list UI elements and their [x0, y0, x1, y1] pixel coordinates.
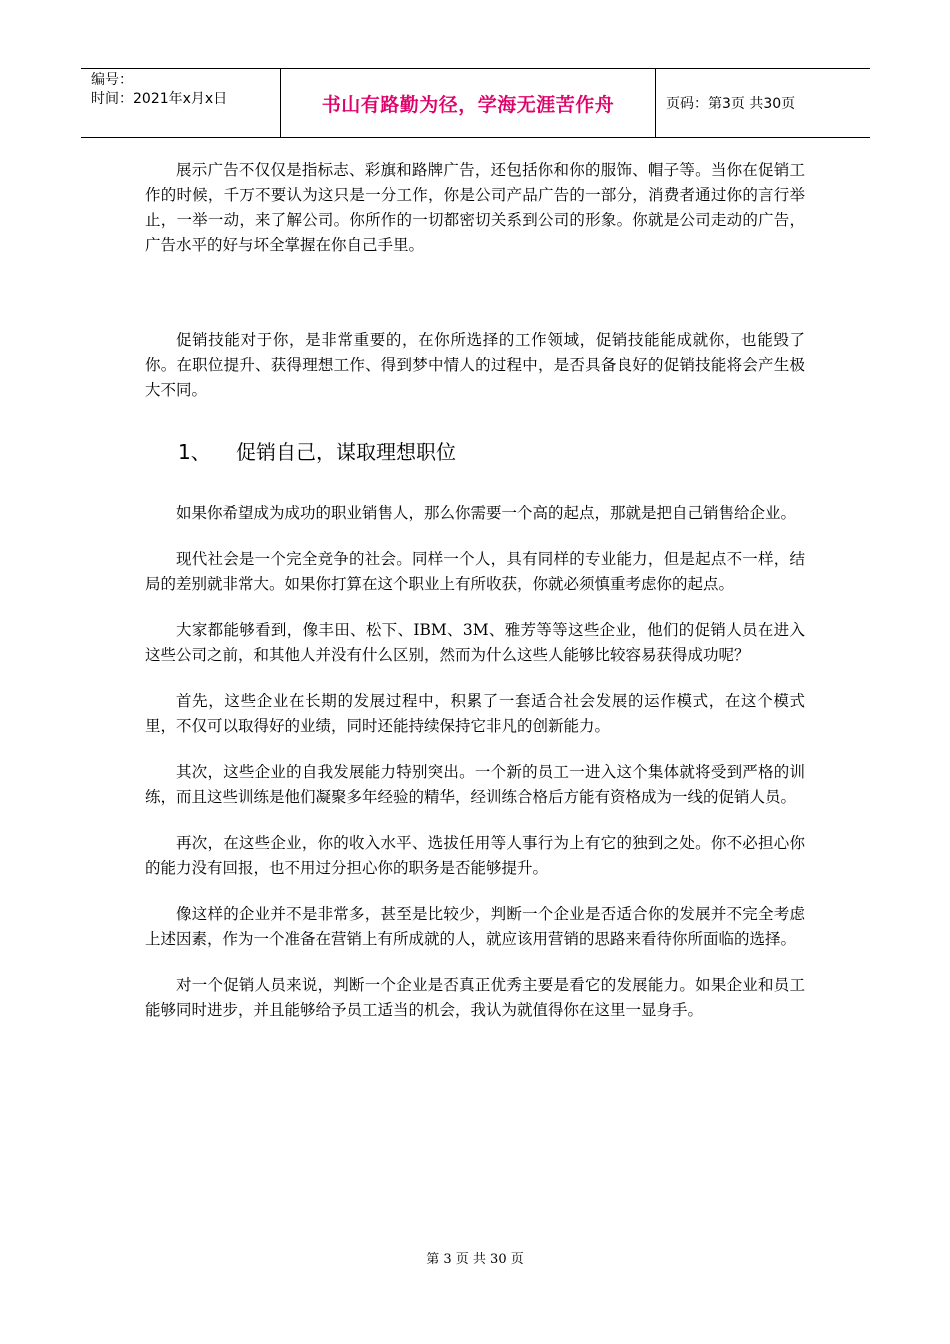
paragraph: 现代社会是一个完全竞争的社会。同样一个人，具有同样的专业能力，但是起点不一样，结局的差别就非常大。如果你打算在这个职业上有所收获，你就必须慎重考虑你的起点。 — [145, 550, 805, 593]
paragraph: 促销技能对于你，是非常重要的，在你所选择的工作领域，促销技能能成就你，也能毁了你。在职位提升、获得理想工作、得到梦中情人的过程中，是否具备良好的促销技能将会产生极大不同。 — [145, 331, 805, 399]
paragraph: 如果你希望成为成功的职业销售人，那么你需要一个高的起点，那就是把自己销售给企业。 — [176, 504, 797, 522]
paragraph: 像这样的企业并不是非常多，甚至是比较少，判断一个企业是否适合你的发展并不完全考虑上述因素，作为一个准备在营销上有所成就的人，就应该用营销的思路来看待你所面临的选择。 — [145, 905, 805, 948]
header-motto: 书山有路勤为径，学海无涯苦作舟 — [281, 69, 656, 137]
document-number-label: 编号： — [91, 72, 133, 88]
paragraph: 展示广告不仅仅是指标志、彩旗和路牌广告，还包括你和你的服饰、帽子等。当你在促销工作的时候，千万不要认为这只是一分工作，你是公司产品广告的一部分，消费者通过你的言行举止，一举一动，来了解公司。你所作的一切都密切关系到公司的形象。你就是公司走动的广告，广告水平的好与坏全掌握在你自己手里。 — [145, 161, 805, 254]
header-meta-cell — [81, 69, 281, 137]
paragraph: 大家都能够看到，像丰田、松下、IBM、3M、雅芳等等这些企业，他们的促销人员在进入这些公司之前，和其他人并没有什么区别，然而为什么这些人能够比较容易获得成功呢？ — [145, 621, 805, 664]
paragraph: 首先，这些企业在长期的发展过程中，积累了一套适合社会发展的运作模式，在这个模式里，不仅可以取得好的业绩，同时还能持续保持它非凡的创新能力。 — [145, 692, 805, 735]
section-heading — [178, 437, 805, 467]
header-page-info: 页码：第3页 共30页 — [666, 96, 796, 112]
document-time-label: 时间：2021年x月x日 — [91, 91, 228, 107]
section-number: 1、 — [178, 440, 211, 464]
section-title: 促销自己，谋取理想职位 — [236, 440, 456, 464]
document-body — [145, 158, 805, 1023]
paragraph: 其次，这些企业的自我发展能力特别突出。一个新的员工一进入这个集体就将受到严格的训练，而且这些训练是他们凝聚多年经验的精华，经训练合格后方能有资格成为一线的促销人员。 — [145, 763, 805, 806]
page-header — [81, 68, 870, 138]
paragraph: 再次，在这些企业，你的收入水平、选拔任用等人事行为上有它的独到之处。你不必担心你的能力没有回报，也不用过分担心你的职务是否能够提升。 — [145, 834, 805, 877]
paragraph: 对一个促销人员来说，判断一个企业是否真正优秀主要是看它的发展能力。如果企业和员工能够同时进步，并且能够给予员工适当的机会，我认为就值得你在这里一显身手。 — [145, 976, 805, 1019]
page-footer: 第 3 页 共 30 页 — [426, 1252, 524, 1267]
